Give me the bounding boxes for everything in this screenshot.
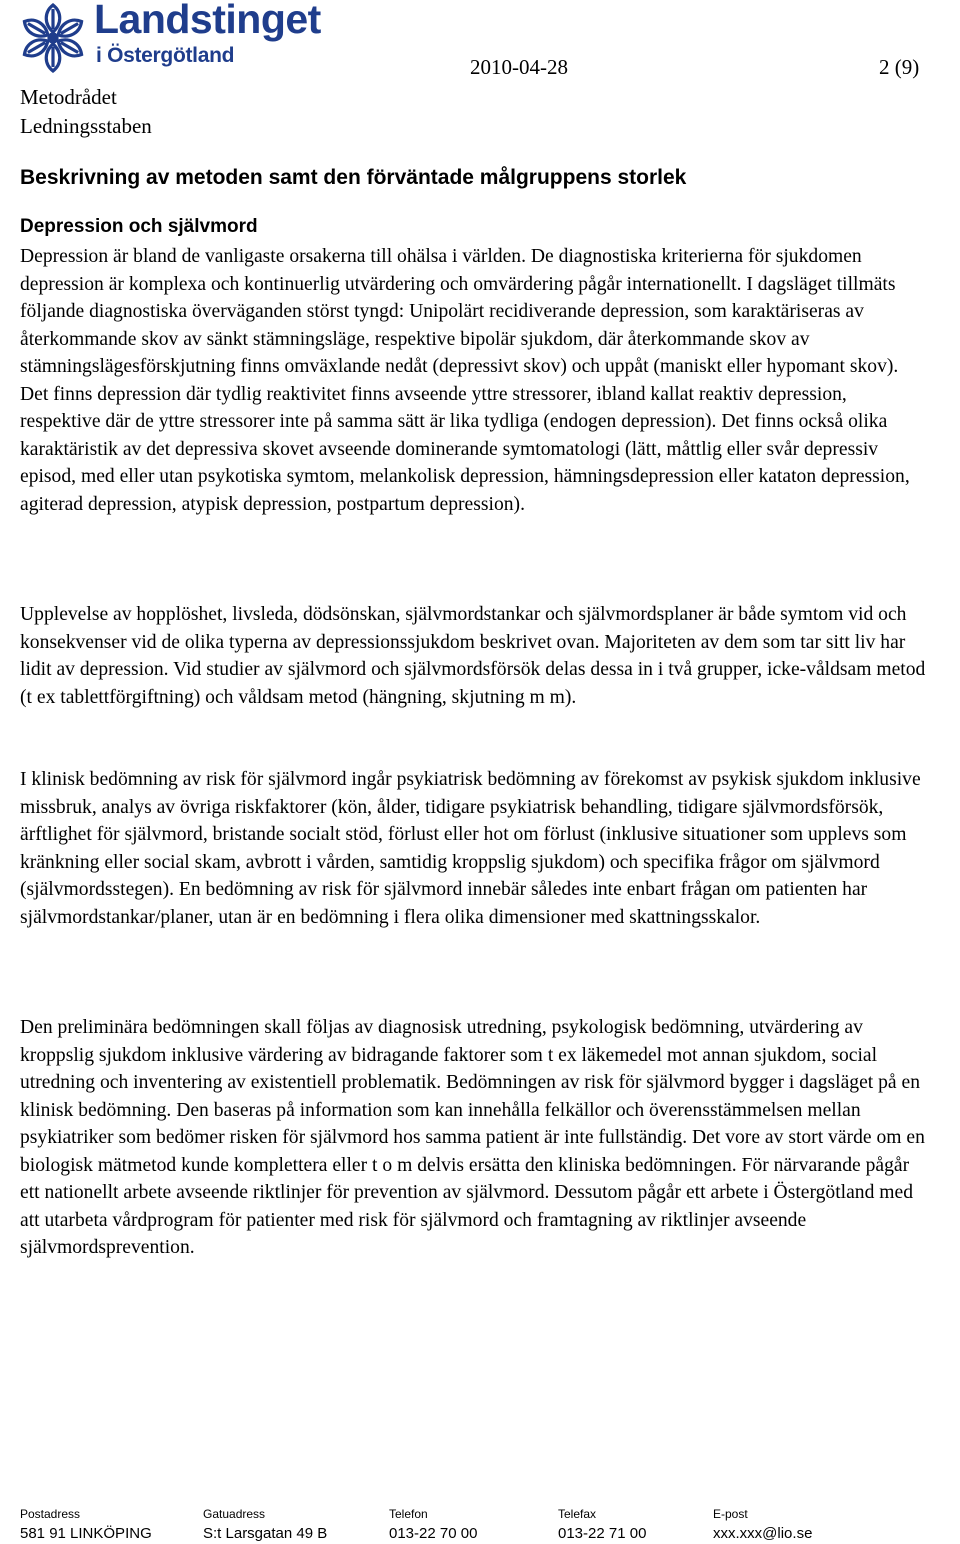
department-line-1: Metodrådet <box>20 85 117 109</box>
department-line-2: Ledningsstaben <box>20 114 152 138</box>
document-date: 2010-04-28 <box>470 55 568 79</box>
paragraph-1: Depression är bland de vanligaste orsakerna till ohälsa i världen. De diagnostiska kriterierna för sjukdomen depression är komplexa och kontinuerlig utvärdering och omvärdering pågår internationellt. I dagsläget tillmäts följande diagnostiska överväganden störst tyngd: Unipolärt recidiverande depression, som karaktäriseras av återkommande skov av sänkt stämningsläge, respektive bipolär sjukdom, där återkommande skov av stämningslägesförskjutning finns omväxlande nedåt (depressivt skov) och uppåt (maniskt eller hypomant skov). Det finns depression där tydlig reaktivitet finns avseende yttre stressorer, ibland kallat reaktiv depression, respektive där de yttre stressorer inte på samma sätt är lika tydliga (endogen depression). Det finns också olika karaktäristik av det depressiva skovet avseende dominerande symtomatologi (lätt, måttlig eller svår depressiv episod, med eller utan psykotiska symtom, melankolisk depression, hämningsdepression eller kataton depression, agiterad depression, atypisk depression, postpartum depression). <box>20 246 910 515</box>
footer-telefon-label: Telefon <box>389 1507 428 1521</box>
footer-epost <box>713 1506 812 1544</box>
logo-title: Landstinget <box>94 0 321 42</box>
footer-epost-value[interactable]: xxx.xxx@lio.se <box>713 1525 813 1542</box>
footer-gatuadress-value: S:t Larsgatan 49 B <box>203 1525 328 1542</box>
footer-gatuadress <box>203 1506 327 1544</box>
footer-telefax-value: 013-22 71 00 <box>558 1525 647 1542</box>
footer-epost-label: E-post <box>713 1507 748 1521</box>
section-subheading: Depression och självmord <box>20 216 258 237</box>
footer-postadress-label: Postadress <box>20 1507 81 1521</box>
paragraph-3: I klinisk bedömning av risk för självmord ingår psykiatrisk bedömning av förekomst av psykisk sjukdom inklusive missbruk, analys av övriga riskfaktorer (kön, ålder, tidigare psykiatrisk behandling, tidigare självmordsförsök, ärftlighet för självmord, bristande socialt stöd, förlust eller hot om förlust (inklusive situationer som upplevs som kränkning eller social skam, avbrott i vården, samtidig kroppslig sjukdom) och specifika frågor om självmord (självmordsstegen). En bedömning av risk för självmord innebär således inte enbart frågan om patienten har självmordstankar/planer, utan är en bedömning i flera olika dimensioner med skattningsskalor. <box>20 769 921 928</box>
star-flower-icon <box>18 2 88 74</box>
footer-telefon-value: 013-22 70 00 <box>389 1525 478 1542</box>
paragraph-4: Den preliminära bedömningen skall följas av diagnosisk utredning, psykologisk bedömning, utvärdering av kroppslig sjukdom inklusive värdering av bidragande faktorer som t ex läkemedel mot annan sjukdom, social utredning och inventering av existentiell problematik. Bedömningen av risk för självmord bygger i dagsläget på en klinisk bedömning. Den baseras på information som kan innehålla felkällor och överensstämmelsen mellan psykiatriker som bedömer risken för självmord hos samma patient är inte fullständig. Det vore av stort värde om en biologisk mätmetod kunde komplettera eller t o m delvis ersätta den kliniska bedömningen. För närvarande pågår ett nationellt arbete avseende riktlinjer för prevention av självmord. Dessutom pågår ett arbete i Östergötland med att utarbeta vårdprogram för patienter med risk för självmord och framtagning av riktlinjer avseende självmordsprevention. <box>20 1017 925 1258</box>
page-number: 2 (9) <box>879 55 920 79</box>
footer-postadress-value: 581 91 LINKÖPING <box>20 1525 152 1542</box>
footer-telefon <box>389 1506 477 1544</box>
footer-postadress <box>20 1506 152 1544</box>
paragraph-2: Upplevelse av hopplöshet, livsleda, dödsönskan, självmordstankar och självmordsplaner är både symtom vid och konsekvenser vid de olika typerna av depressionssjukdom beskrivet ovan. Majoriteten av dem som tar sitt liv har lidit av depression. Vid studier av självmord och självmordsförsök delas dessa in i två grupper, icke-våldsam metod (t ex tablettförgiftning) och våldsam metod (hängning, skjutning m m). <box>20 604 926 708</box>
footer-gatuadress-label: Gatuadress <box>203 1507 266 1521</box>
footer-telefax <box>558 1506 646 1544</box>
footer-telefax-label: Telefax <box>558 1507 597 1521</box>
department-block <box>20 83 152 141</box>
logo-subtitle: i Östergötland <box>96 44 235 67</box>
section-heading: Beskrivning av metoden samt den förväntade målgruppens storlek <box>20 166 687 189</box>
organization-logo <box>18 2 328 78</box>
